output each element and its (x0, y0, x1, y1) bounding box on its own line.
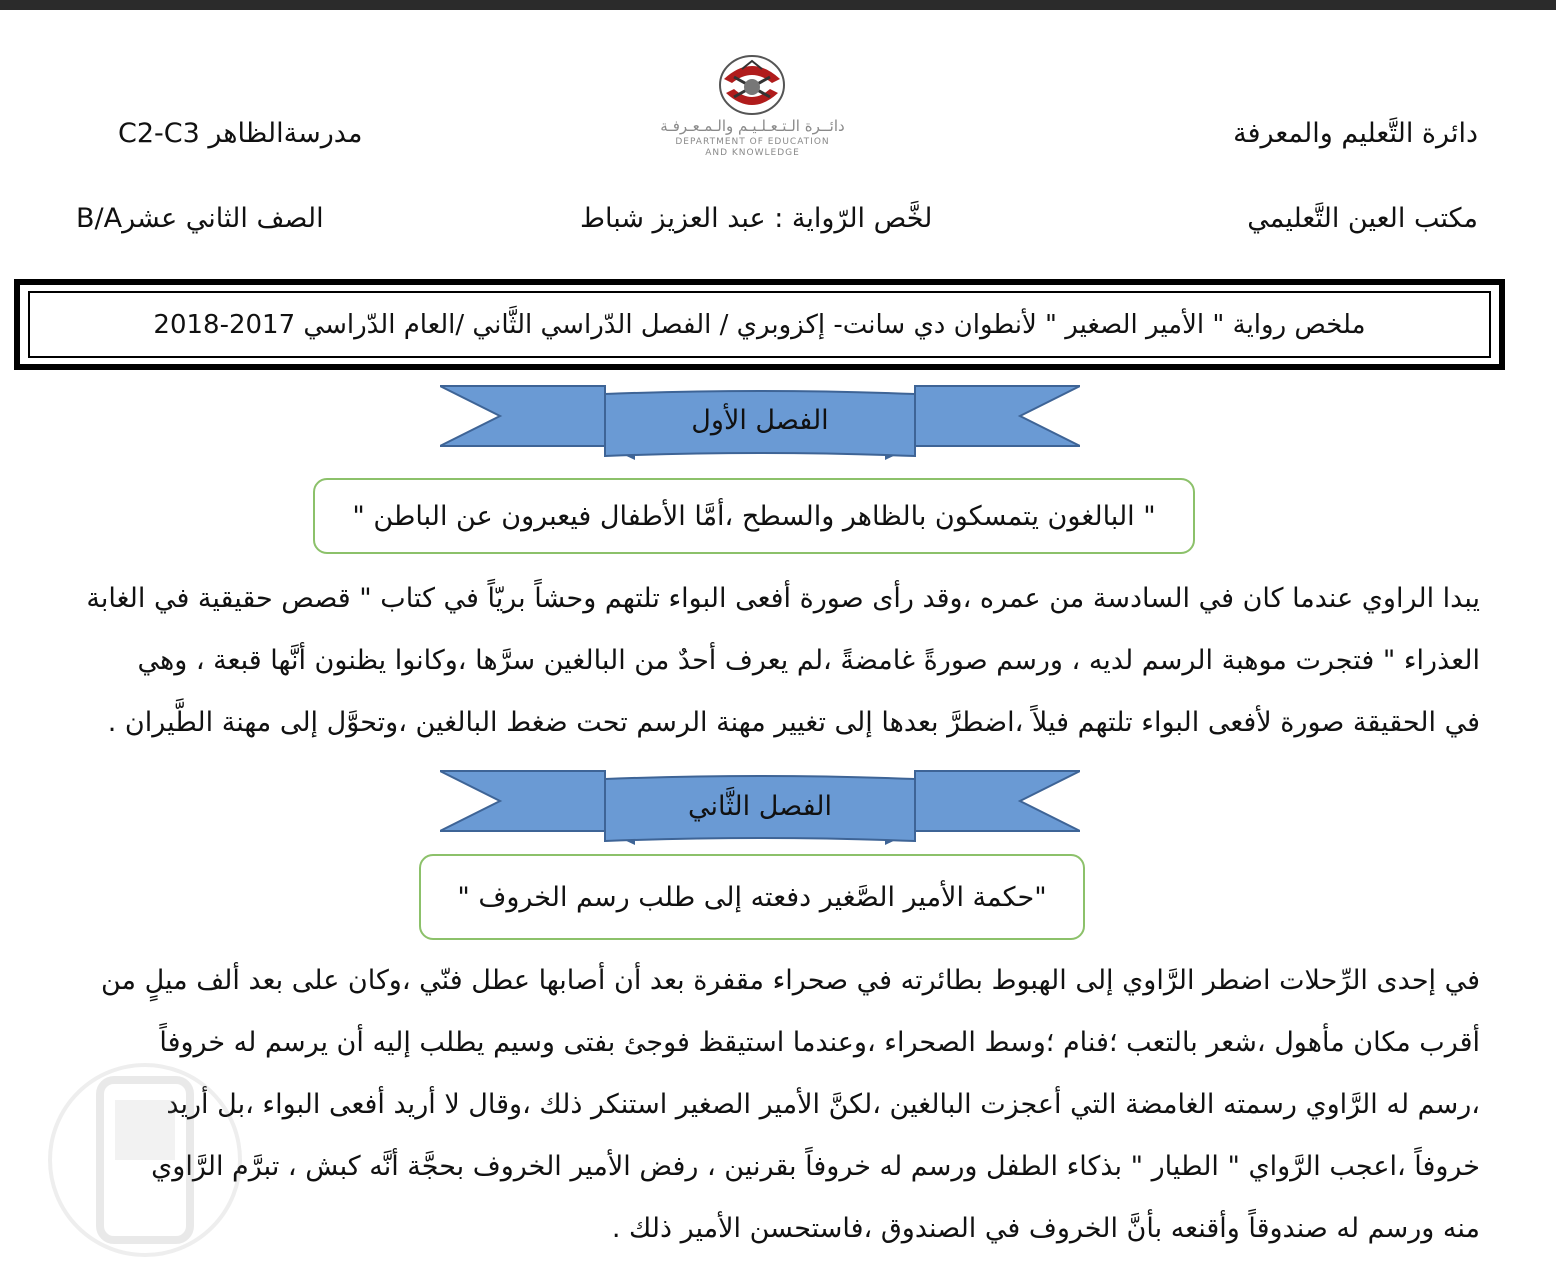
paragraph-line: خروفاً ،اعجب الرَّواي " الطيار " بذكاء الطفل ورسم له خروفاً بقرنين ، رفض الأمير الخروف بحجَّة أنَّه كبش ، تبرَّم الرَّاوي (151, 1151, 1480, 1182)
school-name: مدرسةالظاهر C2-C3 (118, 118, 363, 149)
title-box (14, 279, 1505, 370)
paragraph-line: في إحدى الرِّحلات اضطر الرَّاوي إلى الهبوط بطائرته في صحراء مقفرة بعد أن أصابها عطل فنّي ،وكان على بعد ألف ميلٍ من (100, 965, 1480, 996)
summarizer-label: لخَّص الرّواية : عبد العزيز شباط (580, 203, 933, 234)
office-name: مكتب العين التَّعليمي (1247, 203, 1478, 234)
document-title: ملخص رواية " الأمير الصغير " لأنطوان دي سانت- إكزوبري / الفصل الدّراسي الثَّاني /العام الدّراسي 2017-2018 (153, 309, 1366, 340)
paragraph-line: ،رسم له الرَّاوي رسمته الغامضة التي أعجزت البالغين ،لكنَّ الأمير الصغير استنكر ذلك ،وقال لا أريد أفعى البواء ،بل أريد (166, 1089, 1480, 1120)
chapter-1-quote-box (313, 478, 1195, 554)
top-border-bar (0, 0, 1556, 10)
department-name: دائرة التَّعليم والمعرفة (1233, 118, 1478, 149)
chapter-2-quote: "حكمة الأمير الصَّغير دفعته إلى طلب رسم الخروف " (457, 881, 1047, 913)
paragraph-line: أقرب مكان مأهول ،شعر بالتعب ؛فنام ؛وسط الصحراء ،وعندما استيقظ فوجئ بفتى وسيم يطلب إليه أن يرسم له خروفاً (159, 1027, 1480, 1058)
emblem-icon (712, 55, 792, 117)
logo-english-text-1: DEPARTMENT OF EDUCATION (675, 137, 830, 147)
chapter-2-heading: الفصل الثَّاني (688, 791, 832, 822)
chapter-2-ribbon (440, 765, 1080, 855)
logo-english-text-2: AND KNOWLEDGE (705, 148, 800, 158)
paragraph-line: العذراء " فتجرت موهبة الرسم لديه ، ورسم صورةً غامضةً ،لم يعرف أحدٌ من البالغين سرَّها ،وكانوا يظنون أنَّها قبعة ، وهي (137, 645, 1480, 676)
watermark-logo-icon (10, 1060, 280, 1260)
chapter-1-quote: " البالغون يتمسكون بالظاهر والسطح ،أمَّا الأطفال فيعبرون عن الباطن " (352, 500, 1156, 532)
title-box-inner (28, 291, 1491, 358)
department-logo (615, 55, 890, 160)
chapter-1-heading: الفصل الأول (691, 405, 829, 436)
logo-arabic-text: دائــرة الـتـعـلـيـم والـمـعـرفـة (660, 117, 845, 135)
chapter-1-ribbon (440, 380, 1080, 470)
paragraph-line: في الحقيقة صورة لأفعى البواء تلتهم فيلاً ،اضطرَّ بعدها إلى تغيير مهنة الرسم تحت ضغط البالغين ،وتحوَّل إلى مهنة الطَّيران . (107, 707, 1480, 738)
chapter-2-quote-box (419, 854, 1085, 940)
paragraph-line: منه ورسم له صندوقاً وأقنعه بأنَّ الخروف في الصندوق ،فاستحسن الأمير ذلك . (611, 1213, 1480, 1244)
paragraph-line: يبدا الراوي عندما كان في السادسة من عمره ،وقد رأى صورة أفعى البواء تلتهم وحشاً بريّاً في كتاب " قصص حقيقية في الغابة (86, 583, 1480, 614)
chapter-1-paragraph (44, 568, 1480, 754)
grade-label: الصف الثاني عشرB/A (76, 203, 324, 234)
